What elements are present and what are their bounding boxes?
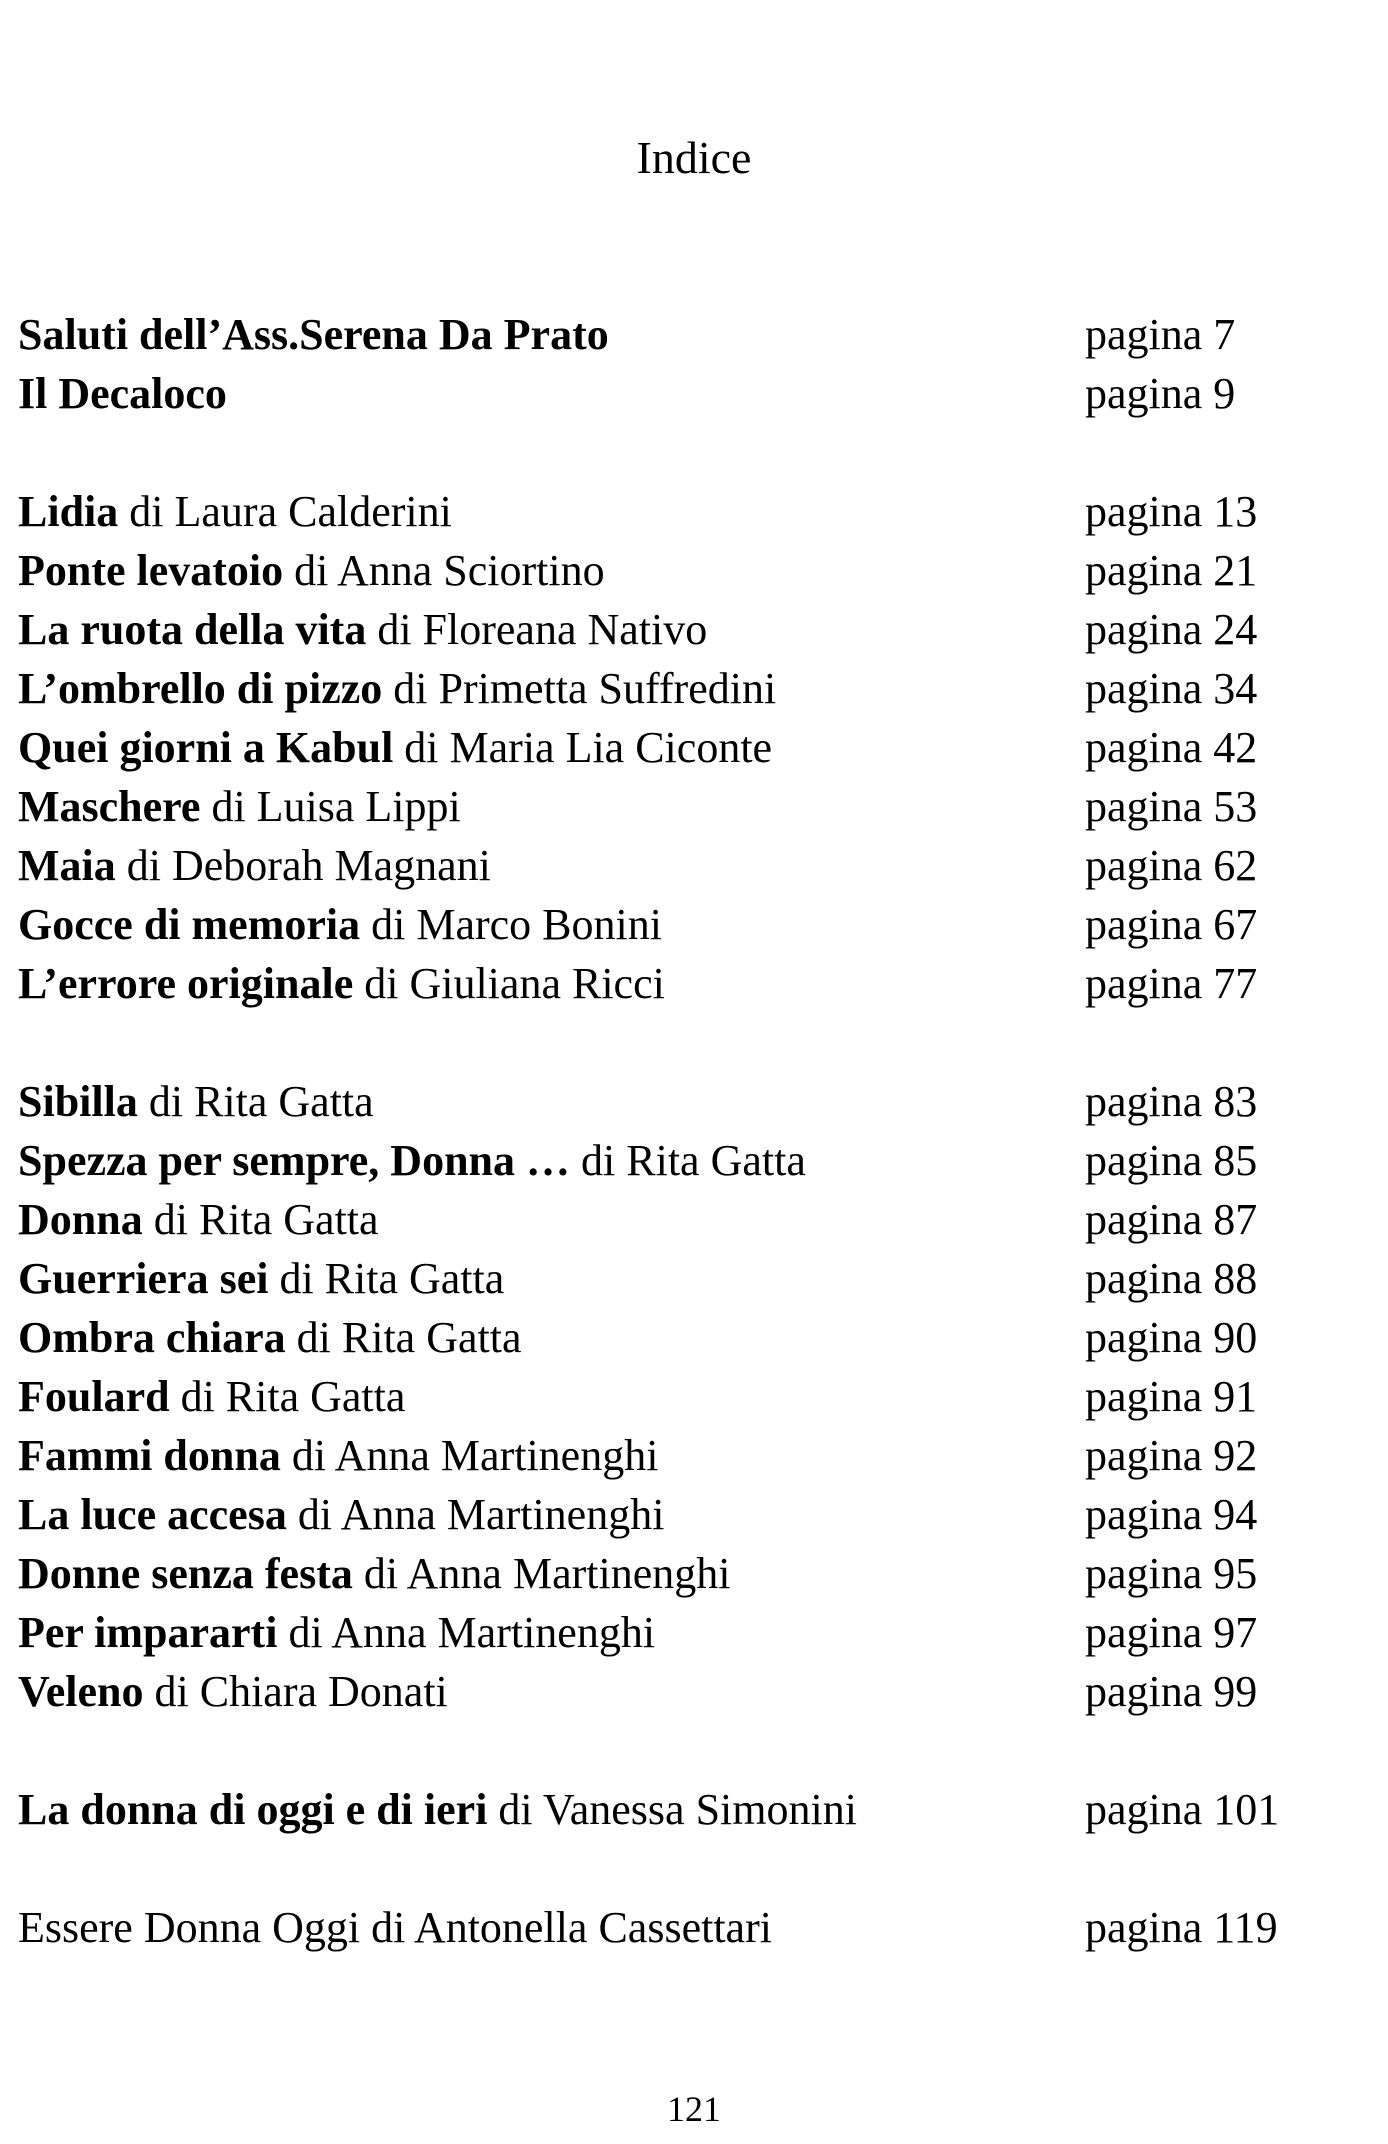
entry-author: di Marco Bonini xyxy=(360,900,662,949)
toc-entry xyxy=(18,600,1368,659)
table-of-contents xyxy=(18,305,1368,1957)
entry-page-ref: pagina 94 xyxy=(1085,1490,1258,1539)
entry-title: Veleno xyxy=(18,1667,144,1716)
entry-title: Sibilla xyxy=(18,1077,138,1126)
entry-title: Il Decaloco xyxy=(18,369,227,418)
entry-author: di Rita Gatta xyxy=(570,1136,806,1185)
toc-entry xyxy=(18,541,1368,600)
entry-author: di Rita Gatta xyxy=(137,1077,374,1126)
entry-author: di Anna Martinenghi xyxy=(352,1549,731,1598)
entry-author: di Maria Lia Ciconte xyxy=(393,723,773,772)
entry-title: Quei giorni a Kabul xyxy=(18,723,394,772)
toc-entry xyxy=(18,718,1368,777)
entry-author: di Rita Gatta xyxy=(268,1254,505,1303)
entry-title: L’ombrello di pizzo xyxy=(18,664,383,713)
toc-entry xyxy=(18,364,1368,423)
toc-entry xyxy=(18,836,1368,895)
group-separator xyxy=(18,423,1368,482)
entry-author: di Laura Calderini xyxy=(118,487,452,536)
entry-title: Per impararti xyxy=(18,1608,278,1657)
page-number: 121 xyxy=(667,2089,721,2129)
entry-author: di Anna Martinenghi xyxy=(277,1608,656,1657)
entry-author: di Rita Gatta xyxy=(169,1372,406,1421)
toc-entry xyxy=(18,1662,1368,1721)
entry-page-ref: pagina 90 xyxy=(1085,1313,1258,1362)
toc-entry xyxy=(18,895,1368,954)
toc-entry xyxy=(18,777,1368,836)
entry-author: di Rita Gatta xyxy=(285,1313,522,1362)
entry-page-ref: pagina 97 xyxy=(1085,1608,1258,1657)
entry-author: di Anna Martinenghi xyxy=(286,1490,665,1539)
entry-title: Foulard xyxy=(18,1372,170,1421)
entry-page-ref: pagina 34 xyxy=(1085,664,1258,713)
group-separator xyxy=(18,1839,1368,1898)
entry-author: Essere Donna Oggi di Antonella Cassettari xyxy=(18,1903,772,1952)
entry-author: di Rita Gatta xyxy=(142,1195,379,1244)
entry-page-ref: pagina 88 xyxy=(1085,1254,1258,1303)
toc-entry xyxy=(18,1190,1368,1249)
entry-page-ref: pagina 95 xyxy=(1085,1549,1258,1598)
entry-title: La donna di oggi e di ieri xyxy=(18,1785,488,1834)
entry-title: Spezza per sempre, Donna … xyxy=(18,1136,571,1185)
toc-entry xyxy=(18,1367,1368,1426)
toc-entry xyxy=(18,1780,1368,1839)
page-title: Indice xyxy=(636,132,752,183)
group-separator xyxy=(18,1013,1368,1072)
toc-entry xyxy=(18,1603,1368,1662)
entry-title: Saluti dell’Ass.Serena Da Prato xyxy=(18,310,609,359)
entry-title: Gocce di memoria xyxy=(18,900,361,949)
entry-title: Maia xyxy=(18,841,116,890)
toc-entry xyxy=(18,954,1368,1013)
entry-page-ref: pagina 101 xyxy=(1085,1785,1280,1834)
entry-author: di Anna Martinenghi xyxy=(280,1431,659,1480)
entry-title: La luce accesa xyxy=(18,1490,287,1539)
toc-entry xyxy=(18,1249,1368,1308)
entry-page-ref: pagina 67 xyxy=(1085,900,1258,949)
entry-page-ref: pagina 87 xyxy=(1085,1195,1258,1244)
entry-page-ref: pagina 21 xyxy=(1085,546,1258,595)
toc-entry xyxy=(18,1898,1368,1957)
entry-title: L’errore originale xyxy=(18,959,354,1008)
entry-title: Guerriera sei xyxy=(18,1254,269,1303)
entry-author: di Giuliana Ricci xyxy=(353,959,665,1008)
toc-entry xyxy=(18,1308,1368,1367)
entry-page-ref: pagina 42 xyxy=(1085,723,1258,772)
entry-page-ref: pagina 83 xyxy=(1085,1077,1258,1126)
entry-author: di Floreana Nativo xyxy=(366,605,708,654)
toc-entry xyxy=(18,1544,1368,1603)
entry-page-ref: pagina 92 xyxy=(1085,1431,1258,1480)
entry-page-ref: pagina 85 xyxy=(1085,1136,1258,1185)
entry-page-ref: pagina 99 xyxy=(1085,1667,1258,1716)
entry-page-ref: pagina 53 xyxy=(1085,782,1258,831)
entry-title: Donne senza festa xyxy=(18,1549,353,1598)
entry-title: Ombra chiara xyxy=(18,1313,286,1362)
entry-page-ref: pagina 62 xyxy=(1085,841,1258,890)
entry-title: Donna xyxy=(18,1195,143,1244)
entry-page-ref: pagina 13 xyxy=(1085,487,1258,536)
entry-author: di Deborah Magnani xyxy=(115,841,491,890)
toc-entry xyxy=(18,482,1368,541)
entry-title: La ruota della vita xyxy=(18,605,367,654)
toc-entry xyxy=(18,659,1368,718)
entry-page-ref: pagina 77 xyxy=(1085,959,1258,1008)
entry-author: di Chiara Donati xyxy=(143,1667,448,1716)
toc-entry xyxy=(18,1072,1368,1131)
entry-title: Lidia xyxy=(18,487,119,536)
toc-entry xyxy=(18,1426,1368,1485)
toc-entry xyxy=(18,1485,1368,1544)
toc-entry xyxy=(18,1131,1368,1190)
entry-author: di Primetta Suffredini xyxy=(382,664,777,713)
entry-author: di Luisa Lippi xyxy=(200,782,461,831)
entry-page-ref: pagina 9 xyxy=(1085,369,1236,418)
entry-page-ref: pagina 7 xyxy=(1085,310,1236,359)
entry-title: Ponte levatoio xyxy=(18,546,284,595)
group-separator xyxy=(18,1721,1368,1780)
entry-author: di Anna Sciortino xyxy=(283,546,605,595)
entry-page-ref: pagina 119 xyxy=(1085,1903,1278,1952)
entry-title: Fammi donna xyxy=(18,1431,281,1480)
entry-title: Maschere xyxy=(18,782,201,831)
toc-entry xyxy=(18,305,1368,364)
entry-author: di Vanessa Simonini xyxy=(487,1785,857,1834)
entry-page-ref: pagina 24 xyxy=(1085,605,1258,654)
entry-page-ref: pagina 91 xyxy=(1085,1372,1258,1421)
